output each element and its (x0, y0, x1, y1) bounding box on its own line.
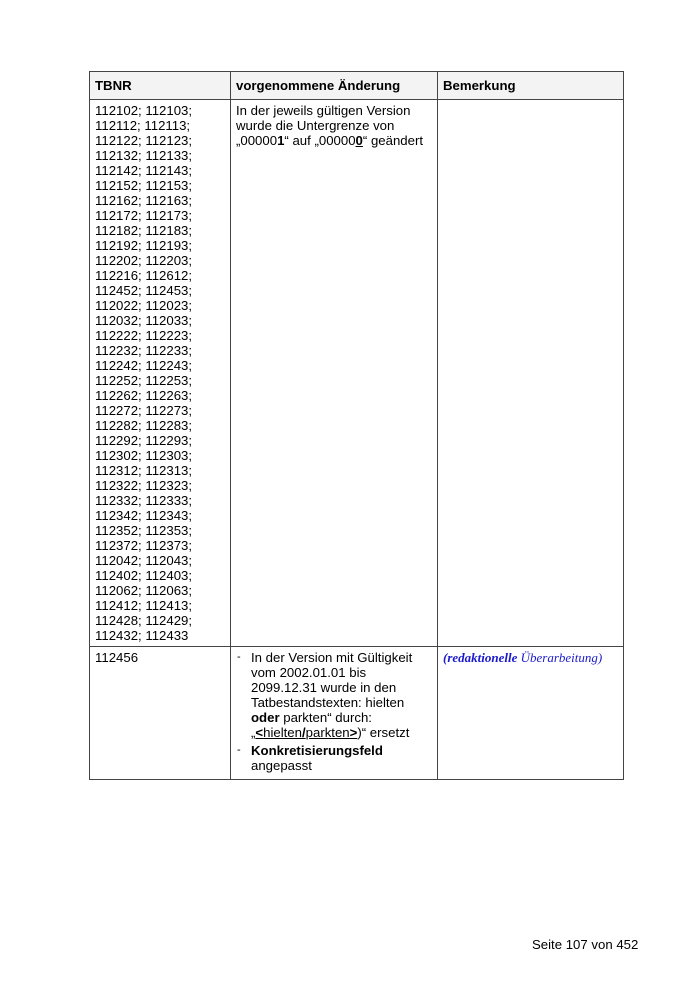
tbnr-code-line: 112282; 112283; (95, 418, 193, 433)
tbnr-code-line: 112312; 112313; (95, 463, 193, 478)
page-number: Seite 107 von 452 (532, 937, 639, 952)
tbnr-code-line: 112352; 112353; (95, 523, 193, 538)
tbnr-code-line: 112402; 112403; (95, 568, 193, 583)
bold-text: Konkretisierungsfeld (251, 743, 383, 758)
change-line: wurde die Untergrenze von (236, 118, 395, 133)
bold-underlined-text: < (255, 725, 264, 740)
underlined-text: hielten (263, 725, 302, 740)
header-remark: Bemerkung (438, 72, 624, 100)
tbnr-code-line: 112152; 112153; (95, 178, 193, 193)
tbnr-code-line: 112242; 112243; (95, 358, 193, 373)
tbnr-code-line: 112452; 112453; (95, 283, 193, 298)
tbnr-code-line: 112102; 112103; (95, 103, 193, 118)
tbnr-code-line: 112412; 112413; (95, 598, 193, 613)
text-segment: )“ ersetzt (357, 725, 410, 740)
tbnr-code-line: 112172; 112173; (95, 208, 193, 223)
tbnr-code-line: 112252; 112253; (95, 373, 193, 388)
text-segment: „ (251, 725, 256, 740)
tbnr-code-line: 112428; 112429; (95, 613, 193, 628)
tbnr-code-line: 112302; 112303; (95, 448, 193, 463)
tbnr-code-line: 112142; 112143; (95, 163, 193, 178)
header-change: vorgenommene Änderung (231, 72, 438, 100)
change-cell (231, 100, 438, 647)
tbnr-code-line: 112022; 112023; (95, 298, 193, 313)
table-row (90, 100, 624, 647)
table-row (90, 647, 624, 780)
bold-text: oder (251, 710, 280, 725)
list-item (236, 743, 433, 773)
tbnr-code-line: 112162; 112163; (95, 193, 193, 208)
change-line: In der jeweils gültigen Version (236, 103, 411, 118)
tbnr-code-line: 112292; 112293; (95, 433, 193, 448)
remark-cell (438, 647, 624, 780)
bold-underlined-digit: 0 (355, 133, 363, 148)
tbnr-code-line: 112202; 112203; (95, 253, 193, 268)
tbnr-code-cell: 112456 (90, 647, 231, 780)
text-segment: “ geändert (362, 133, 424, 148)
tbnr-code-line: 112062; 112063; (95, 583, 193, 598)
tbnr-code-line: 112332; 112333; (95, 493, 193, 508)
tbnr-code-line: 112322; 112323; (95, 478, 193, 493)
tbnr-code-line: 112262; 112263; (95, 388, 193, 403)
change-cell (231, 647, 438, 780)
tbnr-code-line: 112342; 112343; (95, 508, 193, 523)
text-segment: angepasst (251, 758, 312, 773)
tbnr-code-line: 112216; 112612; (95, 268, 193, 283)
text-segment: parkten“ durch: (279, 710, 372, 725)
remark-text: Überarbeitung) (517, 650, 603, 665)
tbnr-code-line: 112122; 112123; (95, 133, 193, 148)
tbnr-codes-cell (90, 100, 231, 647)
tbnr-code-line: 112272; 112273; (95, 403, 193, 418)
remark-bold: (redaktionelle (443, 650, 518, 665)
tbnr-code-line: 112192; 112193; (95, 238, 193, 253)
text-segment: “ auf „00000 (284, 133, 356, 148)
bold-digit: 1 (277, 133, 285, 148)
tbnr-code-line: 112042; 112043; (95, 553, 193, 568)
tbnr-code-line: 112132; 112133; (95, 148, 193, 163)
change-line (236, 133, 433, 148)
text-segment: „00000 (236, 133, 278, 148)
text-segment: In der Version mit Gültigkeit vom 2002.01.01 bis 2099.12.31 wurde in den Tatbestandstexten: hielten (251, 650, 413, 710)
change-list (236, 650, 433, 773)
change-table (89, 71, 624, 780)
tbnr-code-line: 112432; 112433 (95, 628, 189, 643)
underlined-text: parkten (305, 725, 350, 740)
remark-cell (438, 100, 624, 647)
tbnr-code-line: 112032; 112033; (95, 313, 193, 328)
tbnr-code-line: 112232; 112233; (95, 343, 193, 358)
list-item (236, 650, 433, 740)
tbnr-code-line: 112222; 112223; (95, 328, 193, 343)
header-tbnr: TBNR (90, 72, 231, 100)
header-row (90, 72, 624, 100)
tbnr-code-line: 112182; 112183; (95, 223, 193, 238)
bold-underlined-text: > (349, 725, 358, 740)
tbnr-code-line: 112112; 112113; (95, 118, 191, 133)
tbnr-code-line: 112372; 112373; (95, 538, 193, 553)
bold-underlined-text: / (301, 725, 306, 740)
